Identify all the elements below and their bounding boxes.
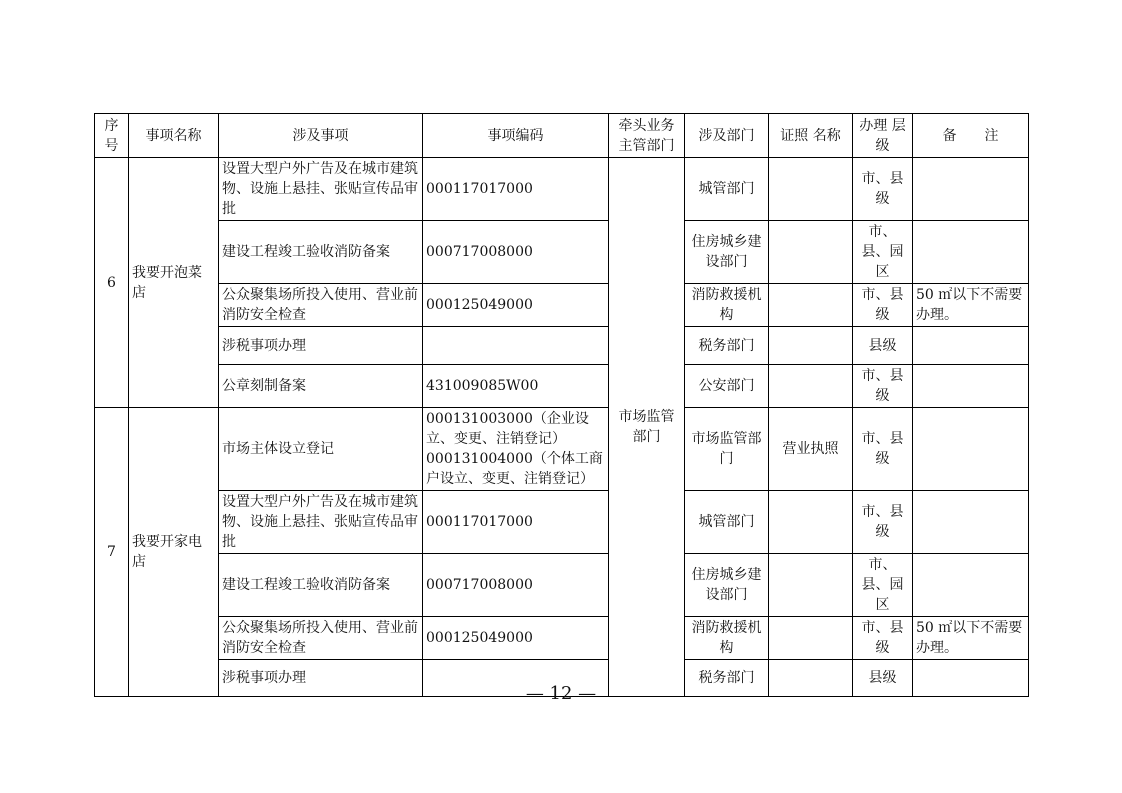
- table-row: [95, 554, 1029, 617]
- license-cell: [769, 221, 853, 284]
- dept-cell: 公安部门: [685, 365, 769, 408]
- code-cell: 000117017000: [423, 491, 609, 554]
- dept-cell: 税务部门: [685, 327, 769, 365]
- remark-cell: [913, 158, 1029, 221]
- code-cell: 000717008000: [423, 221, 609, 284]
- header-remark: 备 注: [913, 114, 1029, 158]
- table-row: [95, 221, 1029, 284]
- dept-cell: 税务部门: [685, 660, 769, 697]
- license-cell: [769, 284, 853, 327]
- table-row: [95, 408, 1029, 491]
- header-code: 事项编码: [423, 114, 609, 158]
- remark-cell: [913, 491, 1029, 554]
- table-row: [95, 284, 1029, 327]
- header-involved: 涉及事项: [219, 114, 423, 158]
- header-level: 办理 层级: [853, 114, 913, 158]
- table-row: [95, 327, 1029, 365]
- seq-cell: 6: [95, 158, 129, 408]
- header-license: 证照 名称: [769, 114, 853, 158]
- remark-cell: [913, 554, 1029, 617]
- level-cell: 市、县级: [853, 408, 913, 491]
- lead-dept-cell: 市场监管 部门: [609, 158, 685, 697]
- matter-name-cell: 我要开泡菜店: [129, 158, 219, 408]
- header-row: [95, 114, 1029, 158]
- code-cell: 000125049000: [423, 284, 609, 327]
- table-row: [95, 365, 1029, 408]
- code-cell: 000117017000: [423, 158, 609, 221]
- remark-cell: 50 ㎡以下不需要办理。: [913, 617, 1029, 660]
- dept-cell: 消防救援机构: [685, 284, 769, 327]
- matters-table: [94, 113, 1029, 697]
- level-cell: 县级: [853, 327, 913, 365]
- page-number: — 12 —: [525, 683, 597, 704]
- license-cell: [769, 365, 853, 408]
- header-seq: 序 号: [95, 114, 129, 158]
- code-cell: 000131003000（企业设立、变更、注销登记） 000131004000（个体工商户设立、变更、注销登记）: [423, 408, 609, 491]
- remark-cell: [913, 327, 1029, 365]
- dept-cell: 住房城乡建设部门: [685, 221, 769, 284]
- code-cell: 431009085W00: [423, 365, 609, 408]
- involved-item-cell: 公众聚集场所投入使用、营业前消防安全检查: [219, 617, 423, 660]
- table-row: [95, 158, 1029, 221]
- level-cell: 市、县级: [853, 617, 913, 660]
- dept-cell: 住房城乡建设部门: [685, 554, 769, 617]
- level-cell: 市、县、园区: [853, 221, 913, 284]
- header-dept: 涉及部门: [685, 114, 769, 158]
- license-cell: [769, 554, 853, 617]
- involved-item-cell: 公众聚集场所投入使用、营业前消防安全检查: [219, 284, 423, 327]
- involved-item-cell: 涉税事项办理: [219, 327, 423, 365]
- license-cell: [769, 327, 853, 365]
- header-lead-dept: 牵头业务 主管部门: [609, 114, 685, 158]
- involved-item-cell: 建设工程竣工验收消防备案: [219, 221, 423, 284]
- code-cell: 000125049000: [423, 617, 609, 660]
- level-cell: 市、县、园区: [853, 554, 913, 617]
- involved-item-cell: 设置大型户外广告及在城市建筑物、设施上悬挂、张贴宣传品审批: [219, 491, 423, 554]
- remark-cell: [913, 221, 1029, 284]
- dept-cell: 市场监管部门: [685, 408, 769, 491]
- header-name: 事项名称: [129, 114, 219, 158]
- level-cell: 市、县级: [853, 365, 913, 408]
- dept-cell: 消防救援机构: [685, 617, 769, 660]
- level-cell: 市、县级: [853, 491, 913, 554]
- license-cell: [769, 617, 853, 660]
- dept-cell: 城管部门: [685, 491, 769, 554]
- level-cell: 市、县级: [853, 158, 913, 221]
- involved-item-cell: 建设工程竣工验收消防备案: [219, 554, 423, 617]
- matter-name-cell: 我要开家电店: [129, 408, 219, 697]
- dept-cell: 城管部门: [685, 158, 769, 221]
- code-cell: [423, 327, 609, 365]
- remark-cell: [913, 365, 1029, 408]
- remark-cell: [913, 408, 1029, 491]
- remark-cell: 50 ㎡以下不需要办理。: [913, 284, 1029, 327]
- license-cell: [769, 491, 853, 554]
- level-cell: 市、县级: [853, 284, 913, 327]
- level-cell: 县级: [853, 660, 913, 697]
- table-row: [95, 617, 1029, 660]
- table-row: [95, 491, 1029, 554]
- seq-cell: 7: [95, 408, 129, 697]
- code-cell: 000717008000: [423, 554, 609, 617]
- involved-item-cell: 涉税事项办理: [219, 660, 423, 697]
- involved-item-cell: 公章刻制备案: [219, 365, 423, 408]
- involved-item-cell: 市场主体设立登记: [219, 408, 423, 491]
- involved-item-cell: 设置大型户外广告及在城市建筑物、设施上悬挂、张贴宣传品审批: [219, 158, 423, 221]
- license-cell: [769, 158, 853, 221]
- license-cell: 营业执照: [769, 408, 853, 491]
